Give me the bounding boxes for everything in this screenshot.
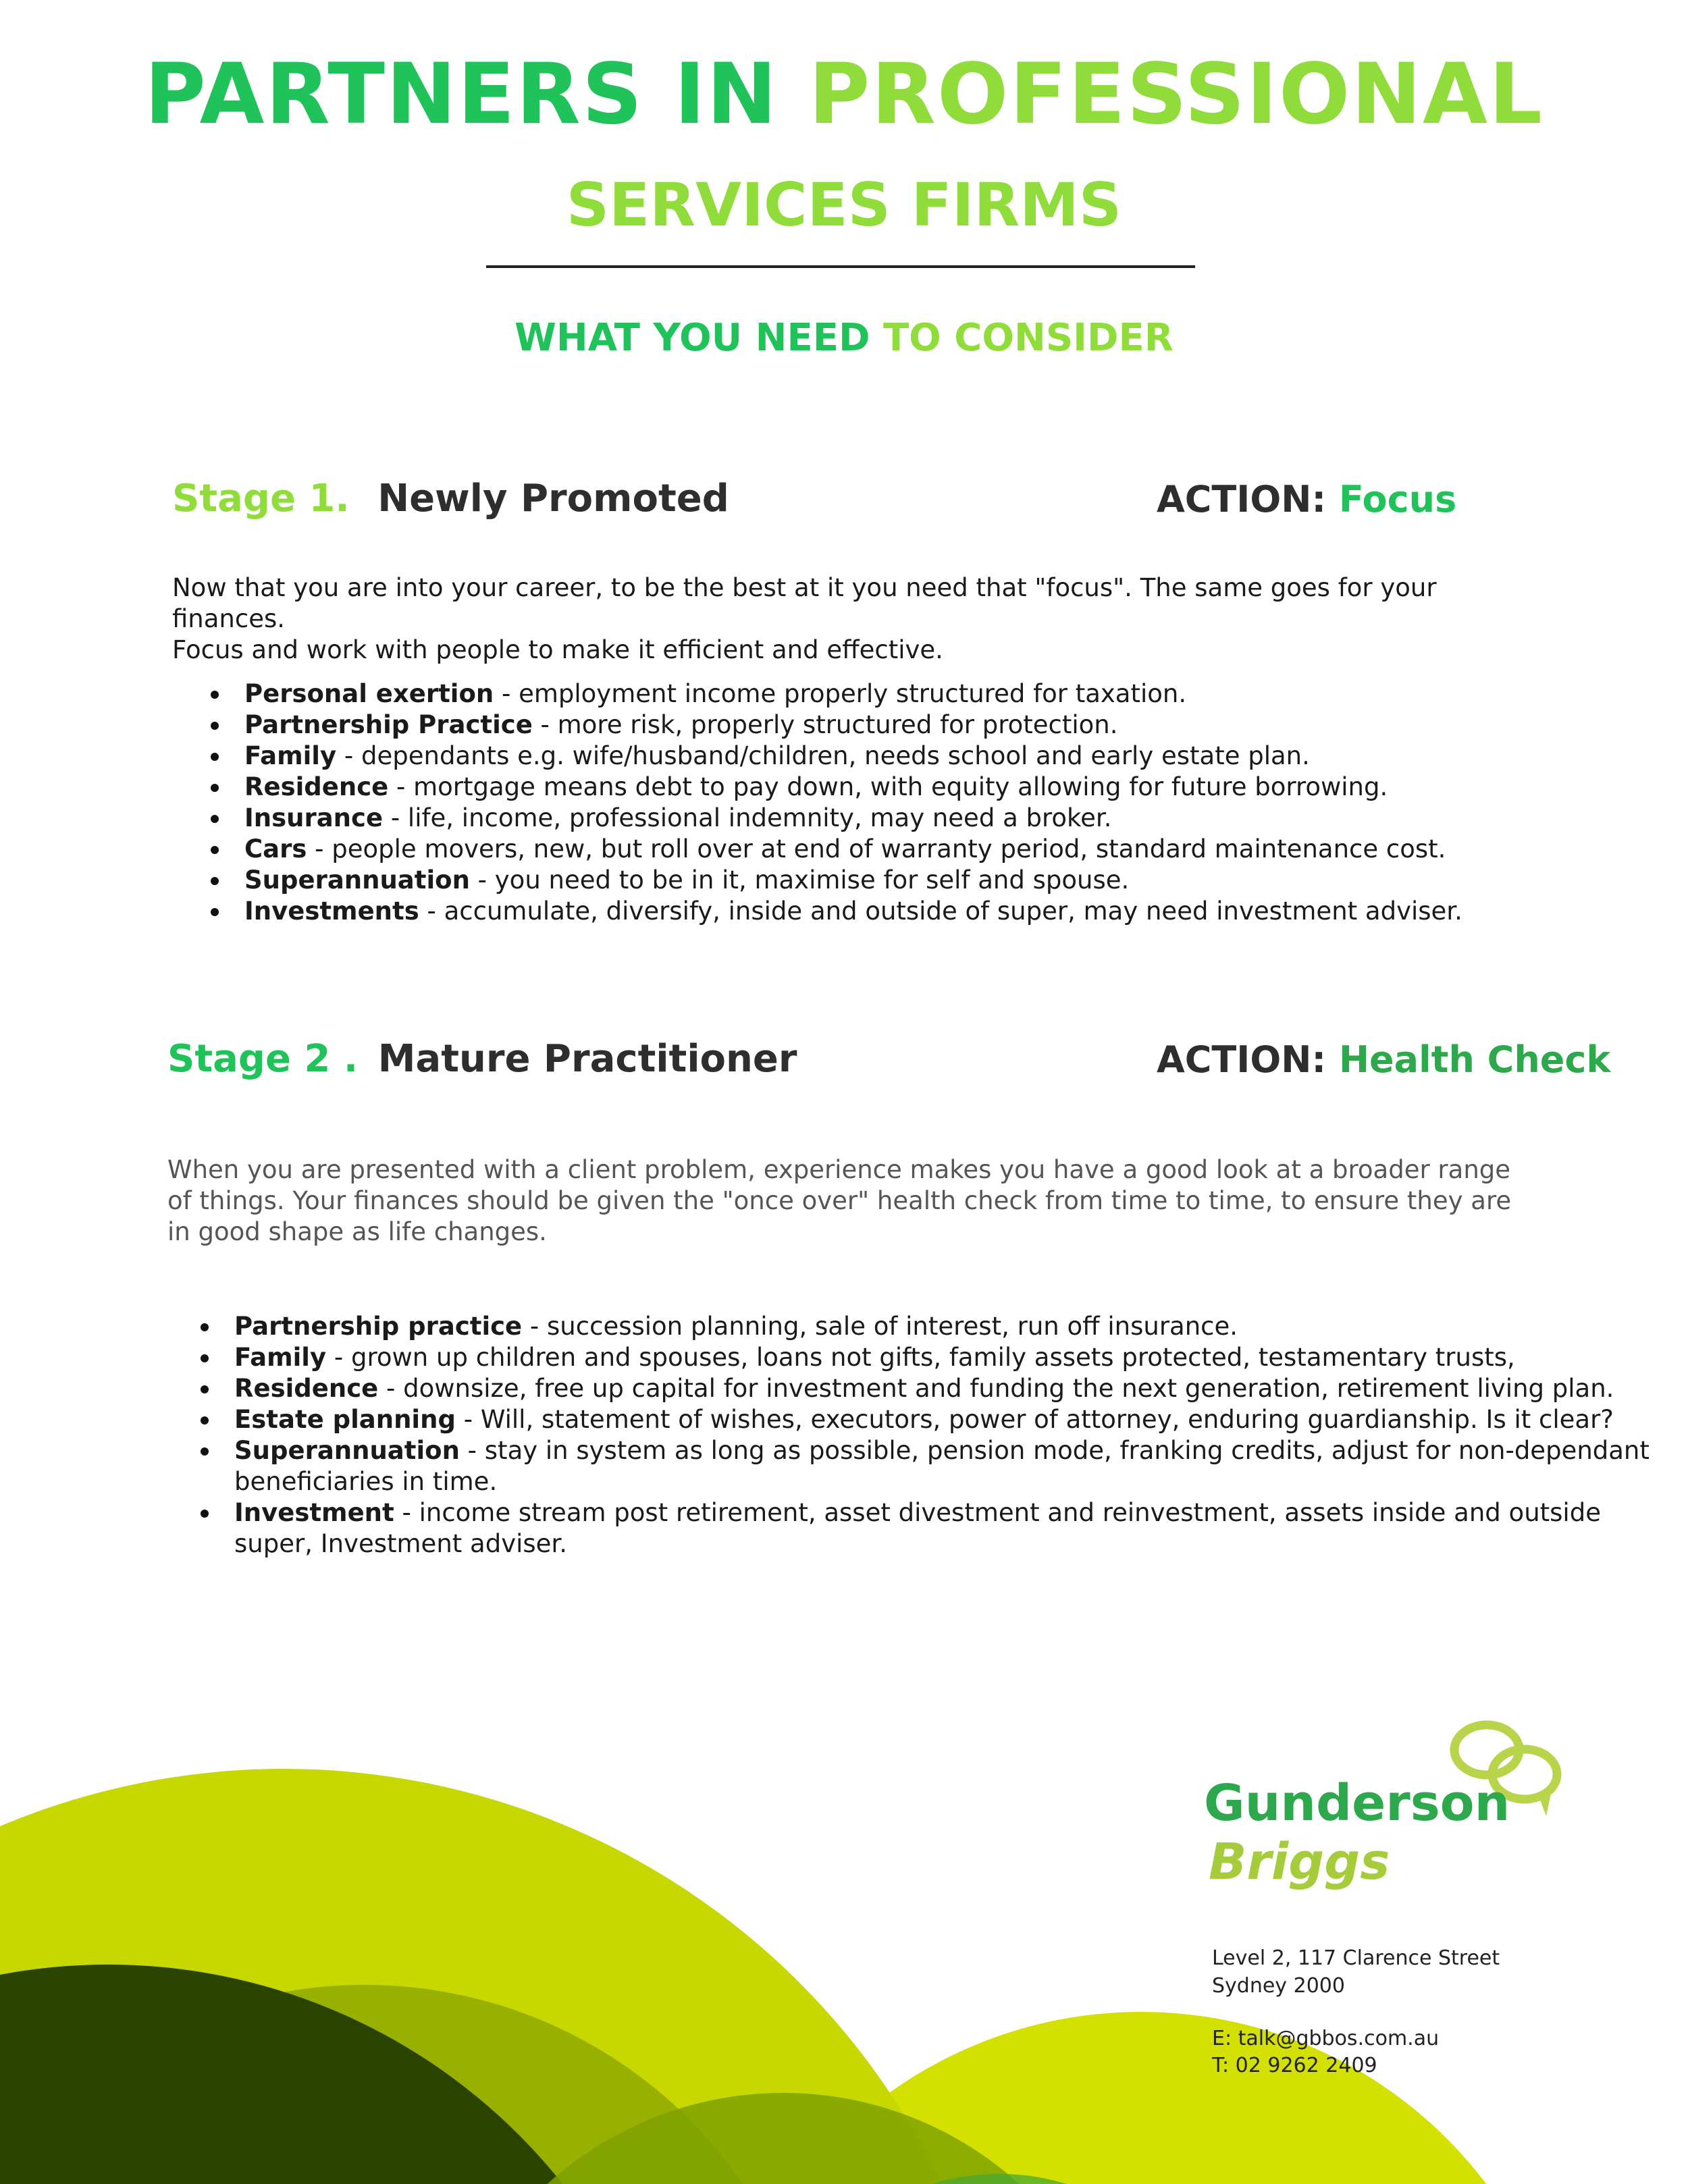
- title-part-2: PROFESSIONAL: [808, 46, 1544, 143]
- list-item: [234, 1373, 1659, 1404]
- stage1-action: [1157, 478, 1456, 521]
- brand-name-line-1: Gunderson: [1204, 1774, 1510, 1832]
- bullet-desc: - dependants e.g. wife/husband/children, needs school and early estate plan.: [336, 741, 1310, 770]
- bullet-term: Residence: [244, 772, 389, 801]
- bullet-term: Superannuation: [244, 865, 470, 895]
- list-item: [234, 1497, 1659, 1560]
- bullet-desc: - life, income, professional indemnity, may need a broker.: [383, 803, 1112, 832]
- stage1-intro-line-2: Focus and work with people to make it efficient and effective.: [172, 635, 943, 664]
- bullet-term: Personal exertion: [244, 679, 494, 708]
- title-part-1: PARTNERS IN: [144, 46, 779, 143]
- bullet-desc: - grown up children and spouses, loans not gifts, family assets protected, testamentary trusts,: [326, 1343, 1515, 1372]
- stage2-intro-line-3: in good shape as life changes.: [167, 1217, 547, 1246]
- bullet-desc: - mortgage means debt to pay down, with equity allowing for future borrowing.: [388, 772, 1388, 801]
- title-divider: [486, 265, 1195, 268]
- bullet-term: Residence: [234, 1374, 379, 1403]
- stage2-label: Stage 2 .: [167, 1037, 359, 1081]
- bullet-desc: - downsize, free up capital for investment and funding the next generation, retirement living plan.: [378, 1374, 1614, 1403]
- list-item: [244, 803, 1629, 834]
- bullet-desc: - more risk, properly structured for protection.: [532, 710, 1118, 739]
- bullet-term: Cars: [244, 834, 307, 863]
- stage2-list: [162, 1311, 1659, 1560]
- brand-name-line-2: Briggs: [1209, 1833, 1390, 1891]
- bullet-desc: - people movers, new, but roll over at end of warranty period, standard maintenance cost.: [307, 834, 1446, 863]
- bullet-desc: - stay in system as long as possible, pension mode, franking credits, adjust for non-dependant beneficiaries in time.: [234, 1436, 1650, 1496]
- stage2-name: Mature Practitioner: [377, 1037, 797, 1081]
- bullet-term: Estate planning: [234, 1405, 456, 1434]
- stage1-action-value: Focus: [1338, 478, 1457, 521]
- bullet-term: Partnership Practice: [244, 710, 533, 739]
- bullet-desc: - succession planning, sale of interest, run off insurance.: [522, 1312, 1238, 1341]
- list-item: [244, 772, 1629, 803]
- list-item: [244, 710, 1629, 741]
- list-item: [234, 1342, 1659, 1373]
- stage2-action: [1157, 1038, 1610, 1081]
- bullet-term: Superannuation: [234, 1436, 460, 1465]
- list-item: [244, 865, 1629, 896]
- stage2-action-label: ACTION:: [1157, 1038, 1327, 1081]
- subtitle: [0, 316, 1688, 360]
- list-item: [234, 1404, 1659, 1435]
- list-item: [244, 896, 1629, 927]
- stage2-intro: [167, 1154, 1552, 1248]
- bullet-term: Partnership practice: [234, 1312, 523, 1341]
- stage1-list: [172, 678, 1629, 927]
- stage1-intro: [172, 572, 1556, 666]
- bullet-desc: - Will, statement of wishes, executors, power of attorney, enduring guardianship. Is it clear?: [455, 1405, 1614, 1434]
- bullet-term: Insurance: [244, 803, 384, 832]
- list-item: [244, 834, 1629, 865]
- bullet-term: Family: [244, 741, 337, 770]
- stage2-heading: [167, 1037, 797, 1081]
- bullet-term: Investment: [234, 1498, 394, 1527]
- bullet-term: Family: [234, 1343, 327, 1372]
- bullet-desc: - income stream post retirement, asset divestment and reinvestment, assets inside and outside super, Investment adviser.: [234, 1498, 1601, 1558]
- stage1-heading: [172, 477, 729, 521]
- bullet-desc: - accumulate, diversify, inside and outside of super, may need investment adviser.: [419, 897, 1462, 926]
- bullet-desc: - you need to be in it, maximise for self and spouse.: [469, 865, 1130, 895]
- stage2-action-value: Health Check: [1338, 1038, 1611, 1081]
- bullet-desc: - employment income properly structured for taxation.: [494, 679, 1187, 708]
- stage1-intro-line-1: Now that you are into your career, to be the best at it you need that "focus". The same goes for your finances.: [172, 573, 1437, 633]
- stage1-name: Newly Promoted: [377, 477, 729, 521]
- contact-email: E: talk@gbbos.com.au: [1212, 2027, 1440, 2050]
- list-item: [244, 741, 1629, 772]
- contact-phone: T: 02 9262 2409: [1212, 2054, 1377, 2077]
- list-item: [244, 678, 1629, 710]
- stage1-label: Stage 1.: [172, 477, 350, 521]
- stage1-action-label: ACTION:: [1157, 478, 1327, 521]
- address-line-1: Level 2, 117 Clarence Street: [1212, 1946, 1500, 1970]
- list-item: [234, 1435, 1659, 1497]
- address-line-2: Sydney 2000: [1212, 1974, 1345, 1998]
- stage2-intro-line-2: of things. Your finances should be given the "once over" health check from time to time, to ensure they are: [167, 1186, 1512, 1215]
- stage2-intro-line-1: When you are presented with a client problem, experience makes you have a good look at a broader range: [167, 1155, 1511, 1184]
- bullet-term: Investments: [244, 897, 419, 926]
- title-line-1: [0, 46, 1688, 143]
- subtitle-part-2: TO CONSIDER: [882, 316, 1173, 360]
- list-item: [234, 1311, 1659, 1342]
- title-line-2: SERVICES FIRMS: [566, 170, 1122, 240]
- subtitle-part-1: WHAT YOU NEED: [515, 316, 870, 360]
